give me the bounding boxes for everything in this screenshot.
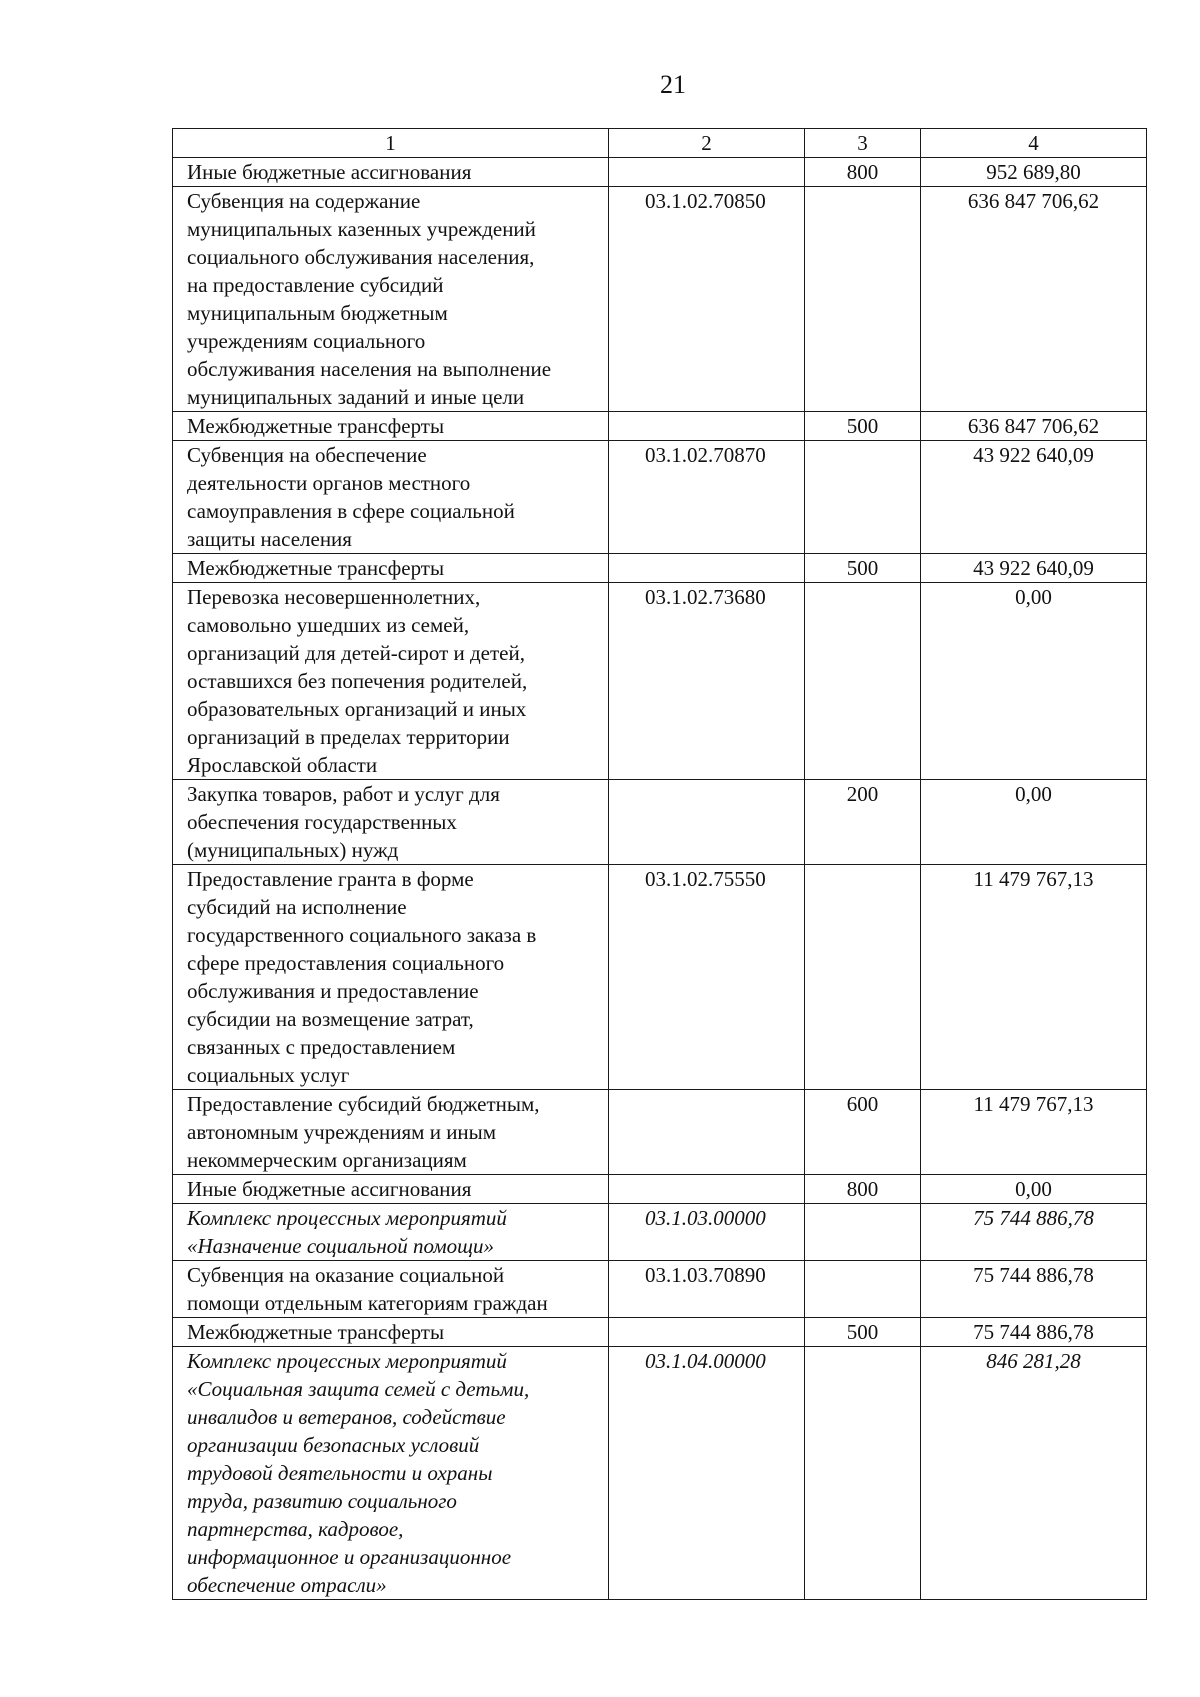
row-name-cell: Иные бюджетные ассигнования	[173, 158, 609, 187]
row-name-cell: Закупка товаров, работ и услуг для обеспечения государственных (муниципальных) нужд	[173, 780, 609, 865]
row-amount-cell: 75 744 886,78	[921, 1204, 1147, 1261]
table-row	[173, 441, 1147, 554]
row-amount-cell: 75 744 886,78	[921, 1261, 1147, 1318]
row-name-cell: Субвенция на содержание муниципальных казенных учреждений социального обслуживания населения, на предоставление субсидий муниципальным бюджетным учреждениям социального обслуживания населения на выполнение муниципальных заданий и иные цели	[173, 187, 609, 412]
table-row	[173, 865, 1147, 1090]
table-row	[173, 158, 1147, 187]
row-name-cell: Перевозка несовершеннолетних, самовольно ушедших из семей, организаций для детей-сирот и детей, оставшихся без попечения родителей, образовательных организаций и иных организаций в пределах территории Ярославской области	[173, 583, 609, 780]
row-code-cell: 03.1.02.75550	[609, 865, 805, 1090]
row-amount-cell: 0,00	[921, 1175, 1147, 1204]
row-type-cell	[805, 1261, 921, 1318]
header-col-4: 4	[921, 129, 1147, 158]
row-code-cell: 03.1.03.00000	[609, 1204, 805, 1261]
row-code-cell: 03.1.04.00000	[609, 1347, 805, 1600]
row-type-cell: 500	[805, 554, 921, 583]
row-code-cell	[609, 1090, 805, 1175]
row-code-cell	[609, 554, 805, 583]
row-name-cell: Комплекс процессных мероприятий «Социальная защита семей с детьми, инвалидов и ветеранов, содействие организации безопасных условий трудовой деятельности и охраны труда, развитию социального партнерства, кадровое, информационное и организационное обеспечение отрасли»	[173, 1347, 609, 1600]
row-code-cell: 03.1.02.73680	[609, 583, 805, 780]
table-body	[173, 158, 1147, 1600]
table-row	[173, 583, 1147, 780]
table-row	[173, 1175, 1147, 1204]
row-code-cell: 03.1.02.70850	[609, 187, 805, 412]
table-row	[173, 554, 1147, 583]
row-type-cell	[805, 583, 921, 780]
row-amount-cell: 11 479 767,13	[921, 865, 1147, 1090]
row-name-cell: Межбюджетные трансферты	[173, 412, 609, 441]
row-code-cell	[609, 1318, 805, 1347]
row-name-cell: Субвенция на обеспечение деятельности органов местного самоуправления в сфере социальной защиты населения	[173, 441, 609, 554]
row-name-cell: Комплекс процессных мероприятий «Назначение социальной помощи»	[173, 1204, 609, 1261]
row-amount-cell: 636 847 706,62	[921, 187, 1147, 412]
row-code-cell	[609, 412, 805, 441]
row-amount-cell: 43 922 640,09	[921, 441, 1147, 554]
row-type-cell: 500	[805, 1318, 921, 1347]
header-col-1: 1	[173, 129, 609, 158]
row-type-cell: 500	[805, 412, 921, 441]
row-code-cell	[609, 158, 805, 187]
row-amount-cell: 11 479 767,13	[921, 1090, 1147, 1175]
row-amount-cell: 43 922 640,09	[921, 554, 1147, 583]
table-row	[173, 1204, 1147, 1261]
row-type-cell	[805, 1347, 921, 1600]
row-code-cell	[609, 780, 805, 865]
row-name-cell: Межбюджетные трансферты	[173, 1318, 609, 1347]
row-code-cell	[609, 1175, 805, 1204]
table-row	[173, 187, 1147, 412]
header-col-2: 2	[609, 129, 805, 158]
row-name-cell: Субвенция на оказание социальной помощи отдельным категориям граждан	[173, 1261, 609, 1318]
header-row	[173, 129, 1147, 158]
row-code-cell: 03.1.03.70890	[609, 1261, 805, 1318]
header-col-3: 3	[805, 129, 921, 158]
row-code-cell: 03.1.02.70870	[609, 441, 805, 554]
row-type-cell: 600	[805, 1090, 921, 1175]
table-row	[173, 1090, 1147, 1175]
row-type-cell: 800	[805, 1175, 921, 1204]
page-number: 21	[660, 70, 686, 99]
budget-table	[172, 128, 1147, 1600]
table-row	[173, 1347, 1147, 1600]
row-type-cell	[805, 441, 921, 554]
row-amount-cell: 846 281,28	[921, 1347, 1147, 1600]
row-name-cell: Межбюджетные трансферты	[173, 554, 609, 583]
row-amount-cell: 0,00	[921, 780, 1147, 865]
table-row	[173, 780, 1147, 865]
row-type-cell: 800	[805, 158, 921, 187]
row-name-cell: Предоставление субсидий бюджетным, автономным учреждениям и иным некоммерческим организациям	[173, 1090, 609, 1175]
table-row	[173, 412, 1147, 441]
row-amount-cell: 636 847 706,62	[921, 412, 1147, 441]
row-amount-cell: 952 689,80	[921, 158, 1147, 187]
row-type-cell: 200	[805, 780, 921, 865]
row-type-cell	[805, 865, 921, 1090]
row-amount-cell: 0,00	[921, 583, 1147, 780]
table-row	[173, 1318, 1147, 1347]
row-name-cell: Предоставление гранта в форме субсидий на исполнение государственного социального заказа в сфере предоставления социального обслуживания и предоставление субсидии на возмещение затрат, связанных с предоставлением социальных услуг	[173, 865, 609, 1090]
row-amount-cell: 75 744 886,78	[921, 1318, 1147, 1347]
table-row	[173, 1261, 1147, 1318]
row-name-cell: Иные бюджетные ассигнования	[173, 1175, 609, 1204]
row-type-cell	[805, 187, 921, 412]
table-header	[173, 129, 1147, 158]
row-type-cell	[805, 1204, 921, 1261]
